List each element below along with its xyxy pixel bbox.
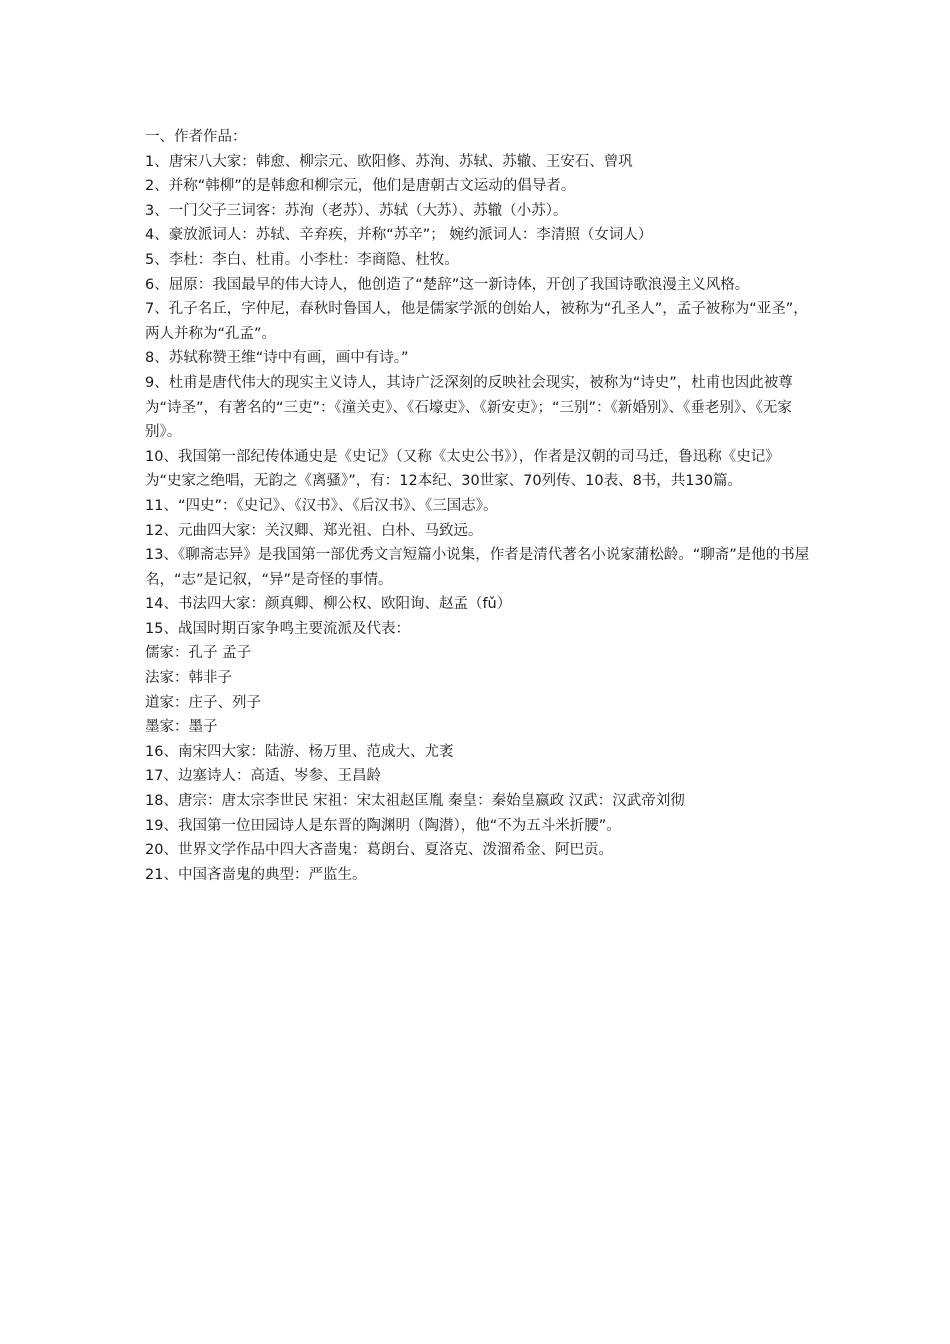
document-body: [145, 125, 810, 887]
list-item: 2、并称“韩柳”的是韩愈和柳宗元，他们是唐朝古文运动的倡导者。: [145, 178, 576, 195]
section-heading: 一、作者作品：: [145, 129, 247, 145]
list-item: 16、南宋四大家：陆游、杨万里、范成大、尤袤: [145, 743, 454, 760]
list-item: 5、李杜：李白、杜甫。小李杜：李商隐、杜牧。: [145, 251, 459, 268]
list-item: 13、《聊斋志异》是我国第一部优秀文言短篇小说集，作者是清代著名小说家蒲松龄。“聊斋”是他的书屋名，“志”是记叙，“异”是奇怪的事情。: [145, 547, 810, 588]
list-item: 儒家：孔子 孟子: [145, 645, 252, 662]
list-item: 11、“四史”：《史记》、《汉书》、《后汉书》、《三国志》。: [145, 497, 498, 514]
list-item: 7、孔子名丘，字仲尼，春秋时鲁国人，他是儒家学派的创始人，被称为“孔圣人”，孟子被称为“亚圣”，两人并称为“孔孟”。: [145, 301, 808, 342]
list-item: 14、书法四大家：颜真卿、柳公权、欧阳询、赵孟（fǔ）: [145, 596, 512, 613]
list-item: 1、唐宋八大家：韩愈、柳宗元、欧阳修、苏洵、苏轼、苏辙、王安石、曾巩: [145, 153, 633, 170]
list-item: 12、元曲四大家：关汉卿、郑光祖、白朴、马致远。: [145, 522, 483, 539]
list-item: 4、豪放派词人：苏轼、辛弃疾，并称“苏辛”； 婉约派词人：李清照（女词人）: [145, 227, 653, 244]
list-item: 10、我国第一部纪传体通史是《史记》（又称《太史公书》），作者是汉朝的司马迁，鲁迅称《史记》为“史家之绝唱，无韵之《离骚》”，有：12本纪、30世家、70列传、10表、8书，共130篇。: [145, 448, 780, 490]
list-item: 道家：庄子、列子: [145, 694, 261, 711]
list-item: 墨家：墨子: [145, 719, 218, 736]
list-item: 18、唐宗：唐太宗李世民 宋祖：宋太祖赵匡胤 秦皇：秦始皇嬴政 汉武：汉武帝刘彻: [145, 793, 685, 810]
list-item: 6、屈原：我国最早的伟大诗人，他创造了“楚辞”这一新诗体，开创了我国诗歌浪漫主义风格。: [145, 276, 750, 293]
list-item: 17、边塞诗人：高适、岑参、王昌龄: [145, 768, 381, 785]
list-item: 9、杜甫是唐代伟大的现实主义诗人，其诗广泛深刻的反映社会现实，被称为“诗史”，杜甫也因此被尊为“诗圣”，有著名的“三吏”：《潼关吏》、《石壕吏》、《新安吏》；“三别”：《新婚别》、《垂老别》、《无家别》。: [145, 374, 793, 441]
list-item: 21、中国吝啬鬼的典型：严监生。: [145, 866, 367, 883]
list-item: 8、苏轼称赞王维“诗中有画，画中有诗。”: [145, 350, 409, 367]
list-item: 19、我国第一位田园诗人是东晋的陶渊明（陶潜），他“不为五斗米折腰”。: [145, 817, 621, 834]
list-item: 15、战国时期百家争鸣主要流派及代表：: [145, 620, 410, 637]
list-item: 20、世界文学作品中四大吝啬鬼：葛朗台、夏洛克、泼溜希金、阿巴贡。: [145, 842, 613, 859]
list-item: 法家：韩非子: [145, 670, 232, 687]
list-item: 3、一门父子三词客：苏洵（老苏）、苏轼（大苏）、苏辙（小苏）。: [145, 202, 568, 219]
